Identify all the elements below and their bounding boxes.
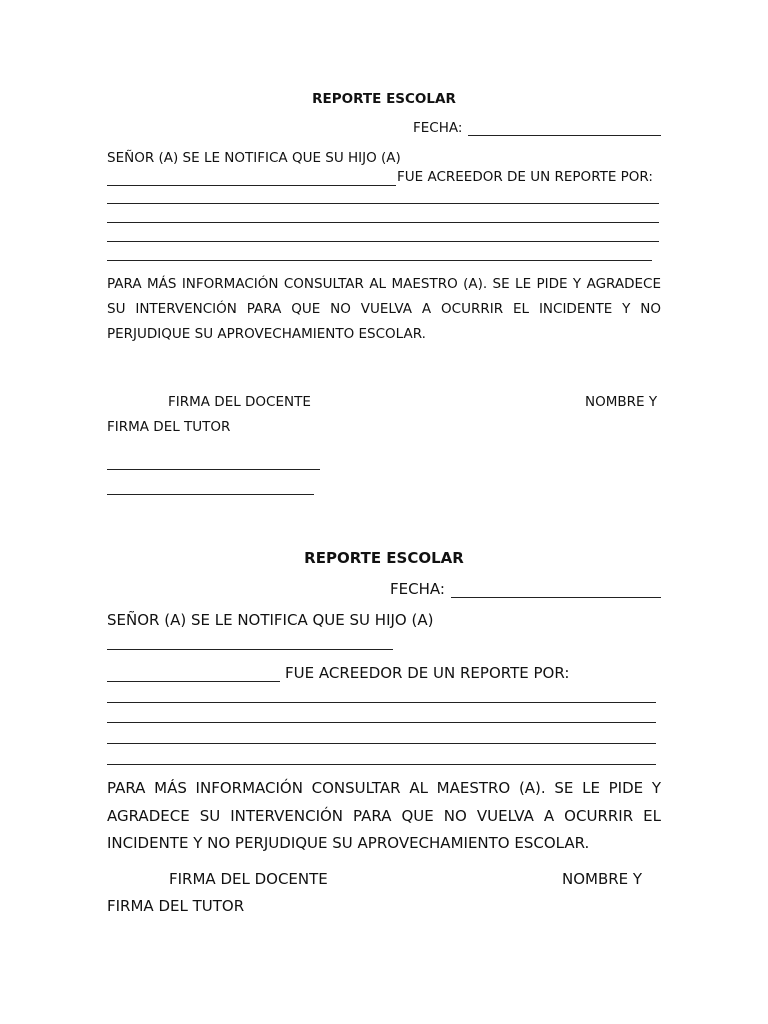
report-1-student-name-line xyxy=(107,185,396,186)
report-1-reason-line xyxy=(107,260,652,261)
report-2-fecha-line xyxy=(451,597,661,598)
report-1-docente-signature-line xyxy=(107,469,320,470)
report-1-reason-label: FUE ACREEDOR DE UN REPORTE POR: xyxy=(397,169,653,185)
report-1-title: REPORTE ESCOLAR xyxy=(312,91,456,107)
report-2-reason-label: FUE ACREEDOR DE UN REPORTE POR: xyxy=(285,664,570,682)
report-1-reason-line xyxy=(107,222,659,223)
report-1-reason-line xyxy=(107,241,659,242)
report-1-info-paragraph: PARA MÁS INFORMACIÓN CONSULTAR AL MAESTRO (A). SE LE PIDE Y AGRADECE SU INTERVENCIÓN PARA QUE NO VUELVA A OCURRIR EL INCIDENTE Y NO PERJUDIQUE SU APROVECHAMIENTO ESCOLAR. xyxy=(107,276,661,342)
report-2-nombre-y: NOMBRE Y xyxy=(562,870,643,888)
report-2-reason-line xyxy=(107,743,656,744)
report-2-reason-line xyxy=(107,702,656,703)
report-2-reason-line xyxy=(107,722,656,723)
report-1-reason-line xyxy=(107,203,659,204)
report-2-student-name-line xyxy=(107,649,393,650)
report-1-nombre-y: NOMBRE Y xyxy=(585,394,658,410)
report-2-firma-tutor: FIRMA DEL TUTOR xyxy=(107,897,245,915)
report-2-student-name-line-2 xyxy=(107,681,280,682)
report-1-fecha-label: FECHA: xyxy=(413,120,463,136)
report-2-firma-docente: FIRMA DEL DOCENTE xyxy=(169,870,328,888)
report-2-title: REPORTE ESCOLAR xyxy=(304,549,464,567)
report-2-reason-line xyxy=(107,764,656,765)
report-2-info-paragraph: PARA MÁS INFORMACIÓN CONSULTAR AL MAESTRO (A). SE LE PIDE Y AGRADECE SU INTERVENCIÓN PARA QUE NO VUELVA A OCURRIR EL INCIDENTE Y NO PERJUDIQUE SU APROVECHAMIENTO ESCOLAR. xyxy=(107,779,661,852)
report-1-fecha-line xyxy=(468,135,661,136)
report-1-firma-tutor: FIRMA DEL TUTOR xyxy=(107,419,231,435)
report-1-tutor-signature-line xyxy=(107,494,314,495)
report-2-notice: SEÑOR (A) SE LE NOTIFICA QUE SU HIJO (A) xyxy=(107,611,434,629)
report-1-firma-docente: FIRMA DEL DOCENTE xyxy=(168,394,311,410)
report-1-notice: SEÑOR (A) SE LE NOTIFICA QUE SU HIJO (A) xyxy=(107,150,401,166)
report-2-fecha-label: FECHA: xyxy=(390,580,445,598)
